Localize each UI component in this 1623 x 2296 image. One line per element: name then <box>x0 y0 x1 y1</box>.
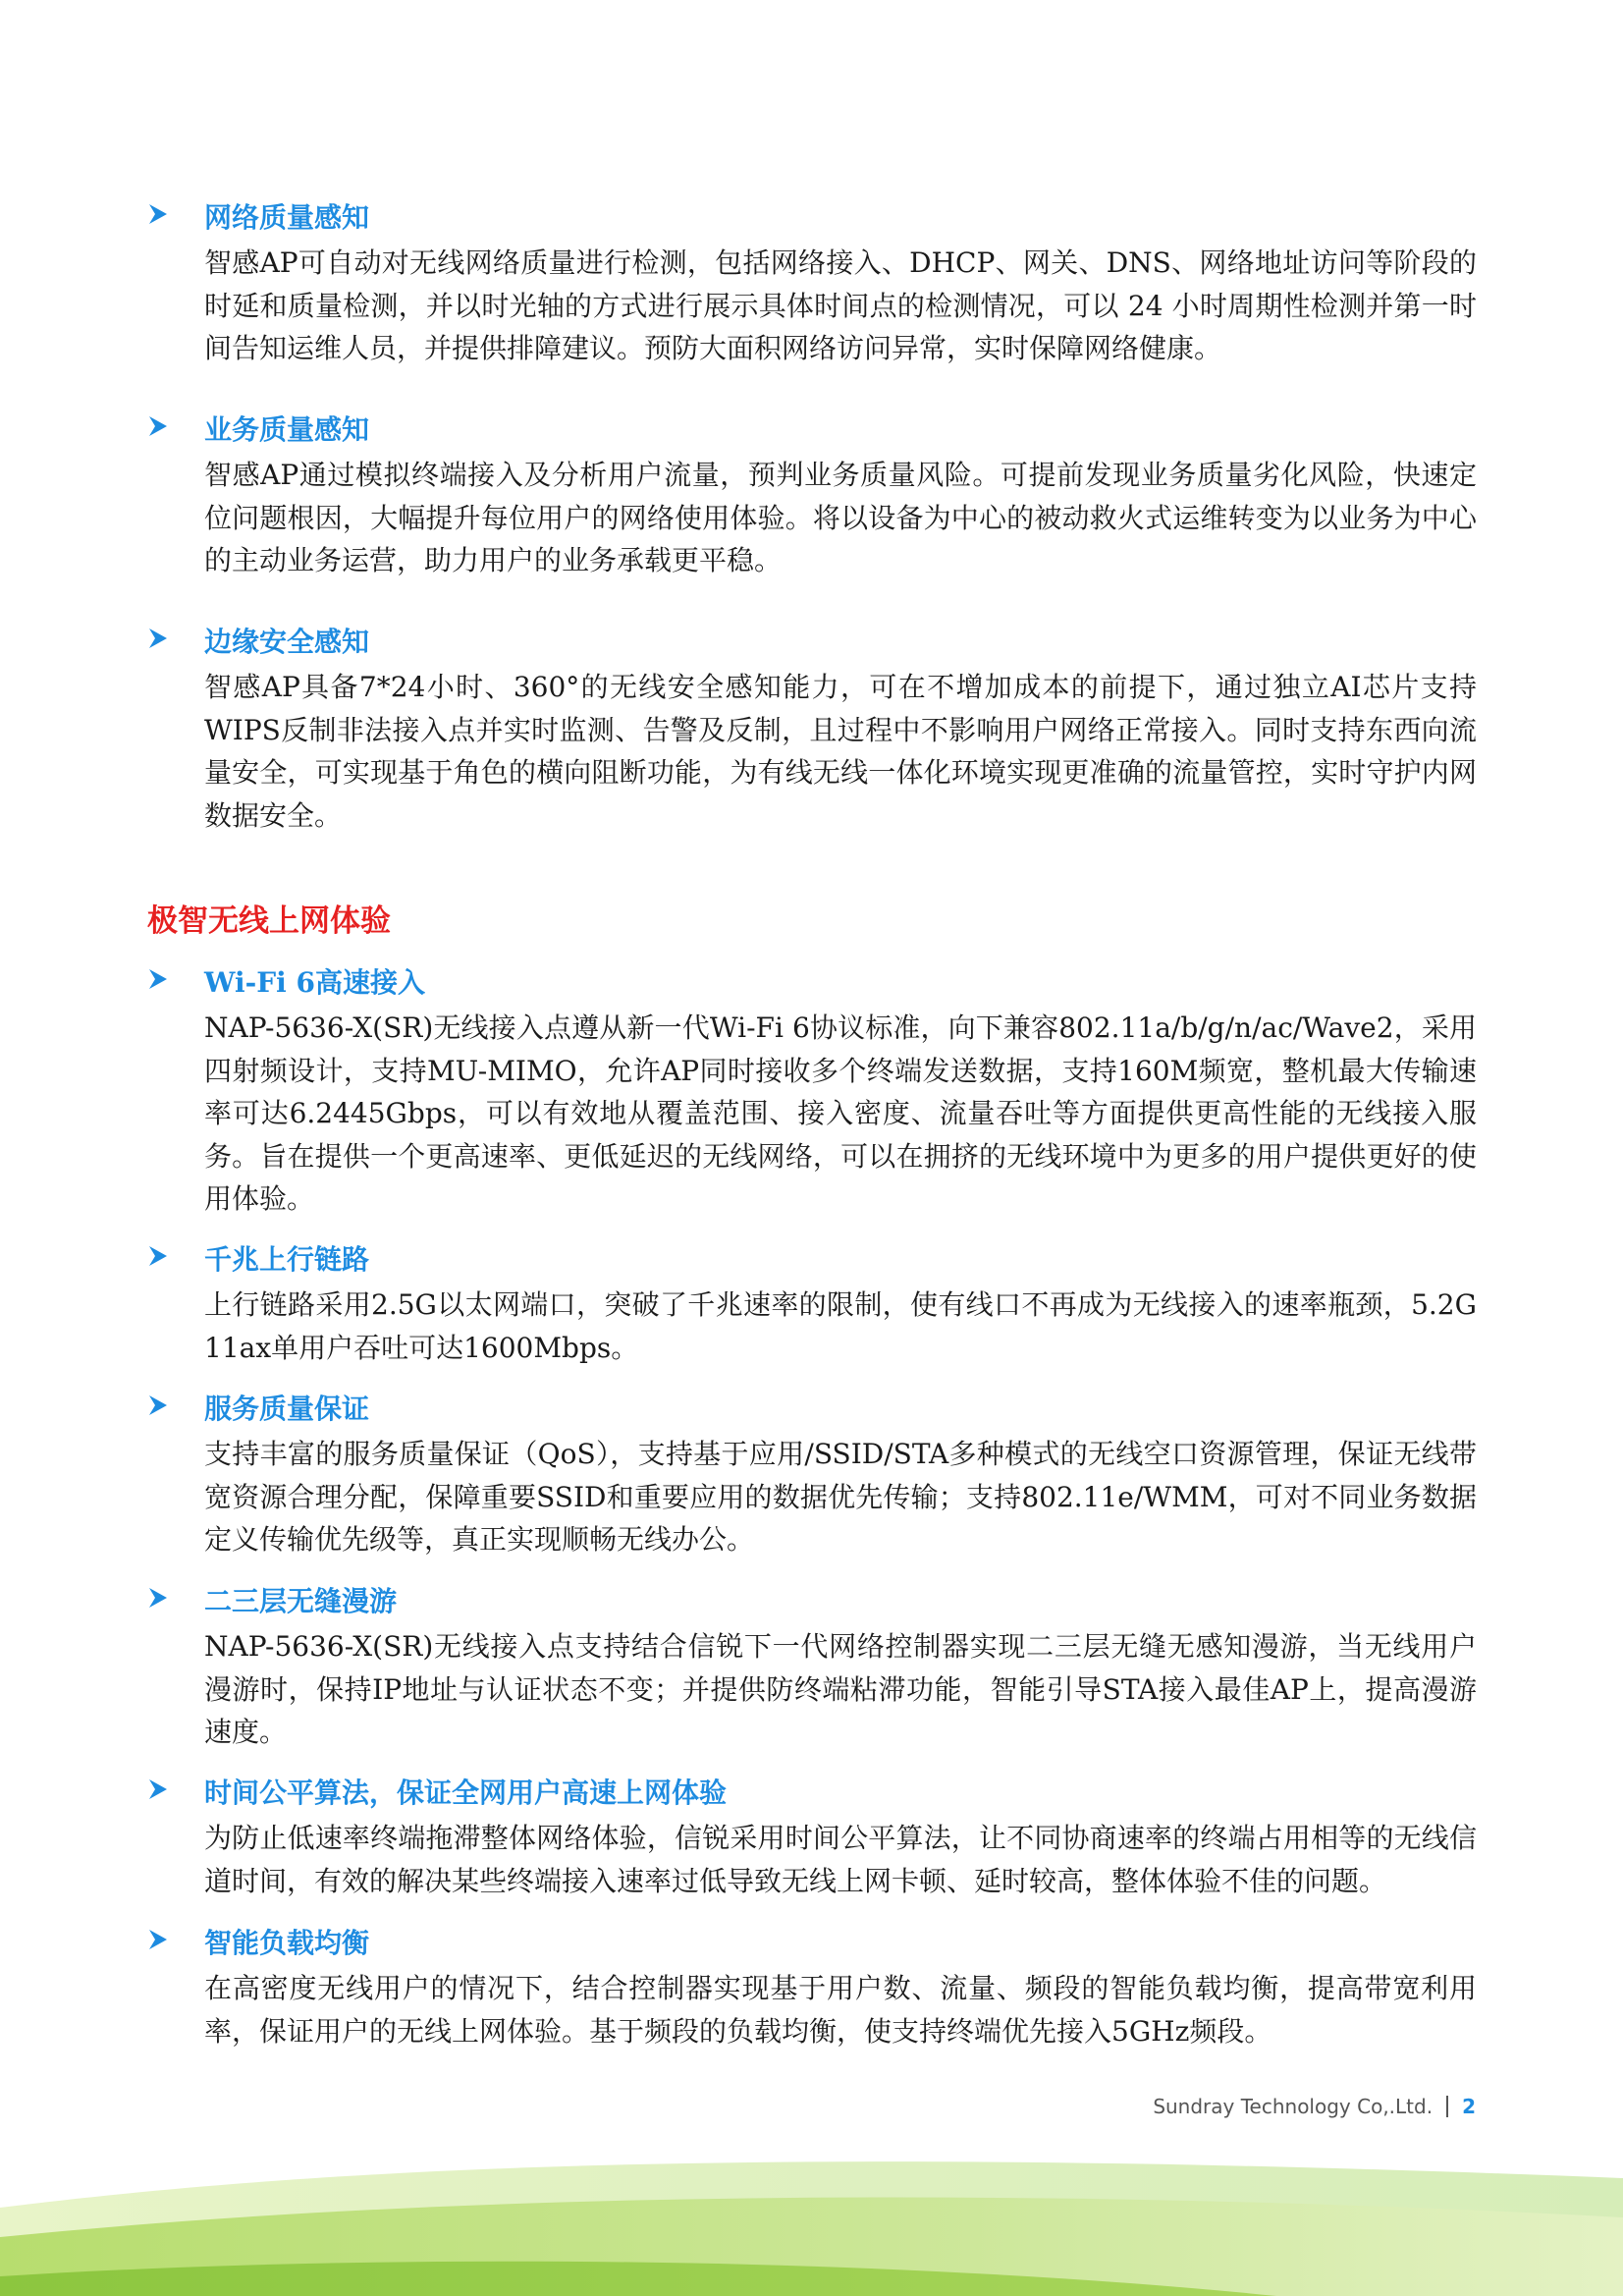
page-number: 2 <box>1462 2095 1476 2118</box>
page-footer <box>1153 2095 1476 2118</box>
footer-divider <box>1446 2096 1448 2117</box>
footer-company: Sundray Technology Co,.Ltd. <box>1153 2095 1434 2118</box>
item-title: 业务质量感知 <box>204 413 370 446</box>
item-title: 千兆上行链路 <box>204 1243 370 1276</box>
item-wifi6 <box>147 963 1483 1221</box>
item-title: 网络质量感知 <box>204 201 370 234</box>
item-body: 支持丰富的服务质量保证（QoS），支持基于应用/SSID/STA多种模式的无线空口资源管理，保证无线带宽资源合理分配，保障重要SSID和重要应用的数据优先传输；支持802.11e/WMM，可对不同业务数据定义传输优先级等，真正实现顺畅无线办公。 <box>204 1438 1477 1556</box>
item-network-quality <box>147 198 1483 370</box>
item-uplink <box>147 1240 1483 1369</box>
arrow-bullet-icon <box>147 1394 169 1417</box>
item-body: 智感AP通过模拟终端接入及分析用户流量，预判业务质量风险。可提前发现业务质量劣化风险，快速定位问题根因，大幅提升每位用户的网络使用体验。将以设备为中心的被动救火式运维转变为以业务为中心的主动业务运营，助力用户的业务承载更平稳。 <box>204 459 1477 576</box>
arrow-bullet-icon <box>147 414 169 438</box>
item-airtime-fairness <box>147 1774 1483 1902</box>
item-title: 边缘安全感知 <box>204 626 370 658</box>
item-title: 二三层无缝漫游 <box>204 1585 398 1617</box>
item-body: 为防止低速率终端拖滞整体网络体验，信锐采用时间公平算法，让不同协商速率的终端占用相等的无线信道时间，有效的解决某些终端接入速率过低导致无线上网卡顿、延时较高，整体体验不佳的问题。 <box>204 1822 1477 1897</box>
item-title: Wi-Fi 6高速接入 <box>204 966 425 999</box>
item-service-quality <box>147 410 1483 582</box>
item-body: 在高密度无线用户的情况下，结合控制器实现基于用户数、流量、频段的智能负载均衡，提高带宽利用率，保证用户的无线上网体验。基于频段的负载均衡，使支持终端优先接入5GHz频段。 <box>204 1972 1477 2048</box>
item-body: 上行链路采用2.5G以太网端口，突破了千兆速率的限制，使有线口不再成为无线接入的速率瓶颈，5.2G 11ax单用户吞吐可达1600Mbps。 <box>204 1288 1477 1364</box>
arrow-bullet-icon <box>147 202 169 226</box>
item-title: 时间公平算法，保证全网用户高速上网体验 <box>204 1777 728 1809</box>
arrow-bullet-icon <box>147 1586 169 1610</box>
section-title: 极智无线上网体验 <box>147 903 391 939</box>
arrow-bullet-icon <box>147 1244 169 1268</box>
item-title: 智能负载均衡 <box>204 1927 370 1959</box>
item-body: NAP-5636-X(SR)无线接入点遵从新一代Wi-Fi 6协议标准，向下兼容802.11a/b/g/n/ac/Wave2，采用四射频设计，支持MU-MIMO，允许AP同时接收多个终端发送数据，支持160M频宽，整机最大传输速率可达6.2445Gbps，可以有效地从覆盖范围、接入密度、流量吞吐等方面提供更高性能的无线接入服务。旨在提供一个更高速率、更低延迟的无线网络，可以在拥挤的无线环境中为更多的用户提供更好的使用体验。 <box>204 1011 1477 1215</box>
arrow-bullet-icon <box>147 1928 169 1951</box>
arrow-bullet-icon <box>147 627 169 650</box>
item-roaming <box>147 1582 1483 1754</box>
item-body: 智感AP具备7*24小时、360°的无线安全感知能力，可在不增加成本的前提下，通过独立AI芯片支持WIPS反制非法接入点并实时监测、告警及反制，且过程中不影响用户网络正常接入。同时支持东西向流量安全，可实现基于角色的横向阻断功能，为有线无线一体化环境实现更准确的流量管控，实时守护内网数据安全。 <box>204 671 1477 832</box>
item-body: 智感AP可自动对无线网络质量进行检测，包括网络接入、DHCP、网关、DNS、网络地址访问等阶段的时延和质量检测，并以时光轴的方式进行展示具体时间点的检测情况，可以 24 小时周期性检测并第一时间告知运维人员，并提供排障建议。预防大面积网络访问异常，实时保障网络健康。 <box>204 246 1477 364</box>
item-qos <box>147 1390 1483 1561</box>
item-edge-security <box>147 623 1483 837</box>
item-title: 服务质量保证 <box>204 1393 370 1425</box>
arrow-bullet-icon <box>147 1777 169 1801</box>
decorative-wave <box>0 2149 1623 2296</box>
arrow-bullet-icon <box>147 967 169 991</box>
item-body: NAP-5636-X(SR)无线接入点支持结合信锐下一代网络控制器实现二三层无缝无感知漫游，当无线用户漫游时，保持IP地址与认证状态不变；并提供防终端粘滞功能，智能引导STA接入最佳AP上，提高漫游速度。 <box>204 1630 1477 1748</box>
item-load-balancing <box>147 1924 1483 2052</box>
